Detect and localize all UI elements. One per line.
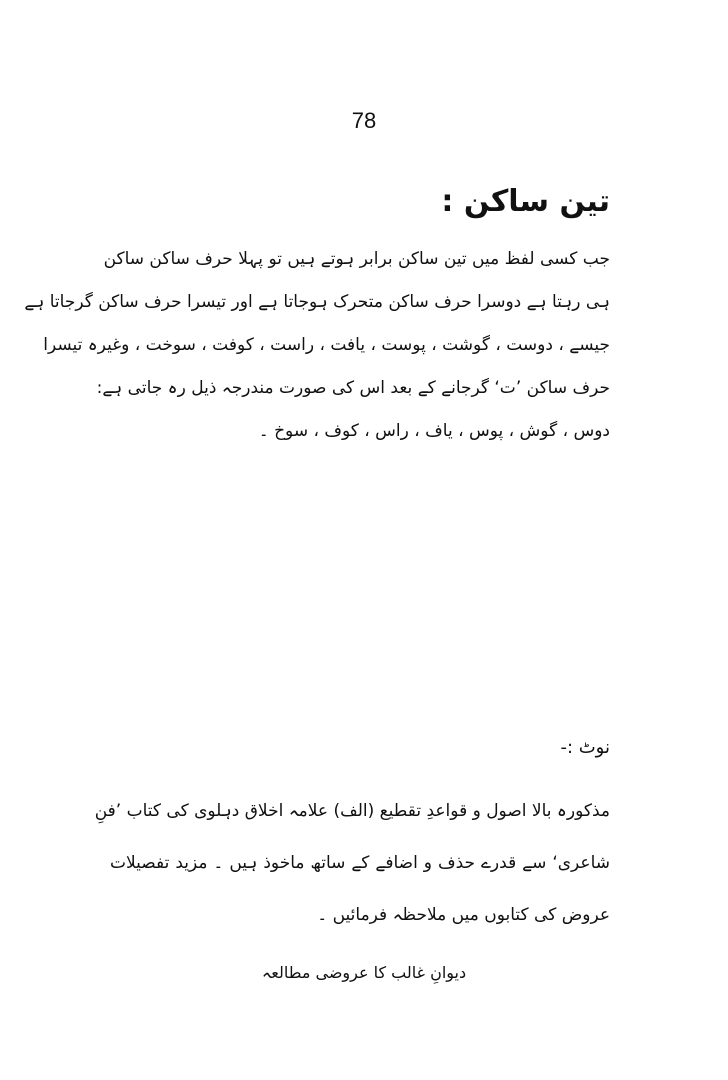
note-line: عروض کی کتابوں میں ملاحظہ فرمائیں ۔ [317,905,610,925]
note-label: نوٹ :- [560,737,610,758]
paragraph-line: ہی رہتا ہے دوسرا حرف ساکن متحرک ہوجاتا ہے اور تیسرا حرف ساکن گرجاتا ہے [24,292,610,312]
note-line: شاعری‘ سے قدرے حذف و اضافے کے ساتھ ماخوذ ہیں ۔ مزید تفصیلات [110,853,610,873]
section-heading: تین ساکن : [441,184,610,219]
page-footer: دیوانِ غالب کا عروضی مطالعہ [261,963,467,982]
paragraph-line: دوس ، گوش ، پوس ، یاف ، راس ، کوف ، سوخ ۔ [258,421,610,441]
paragraph-line: جب کسی لفظ میں تین ساکن برابر ہوتے ہیں تو پہلا حرف ساکن ساکن [103,249,610,269]
note-line: مذکورہ بالا اصول و قواعدِ تقطیع (الف) علامہ اخلاق دہلوی کی کتاب ’فنِ [94,801,610,821]
paragraph-line: حرف ساکن ’ت‘ گرجانے کے بعد اس کی صورت مندرجہ ذیل رہ جاتی ہے: [96,378,610,398]
section-paragraph [24,238,610,453]
note-paragraph [94,785,610,941]
page-number: 78 [351,108,377,133]
paragraph-line: جیسے ، دوست ، گوشت ، پوست ، یافت ، راست ، کوفت ، سوخت ، وغیرہ تیسرا [43,335,610,355]
